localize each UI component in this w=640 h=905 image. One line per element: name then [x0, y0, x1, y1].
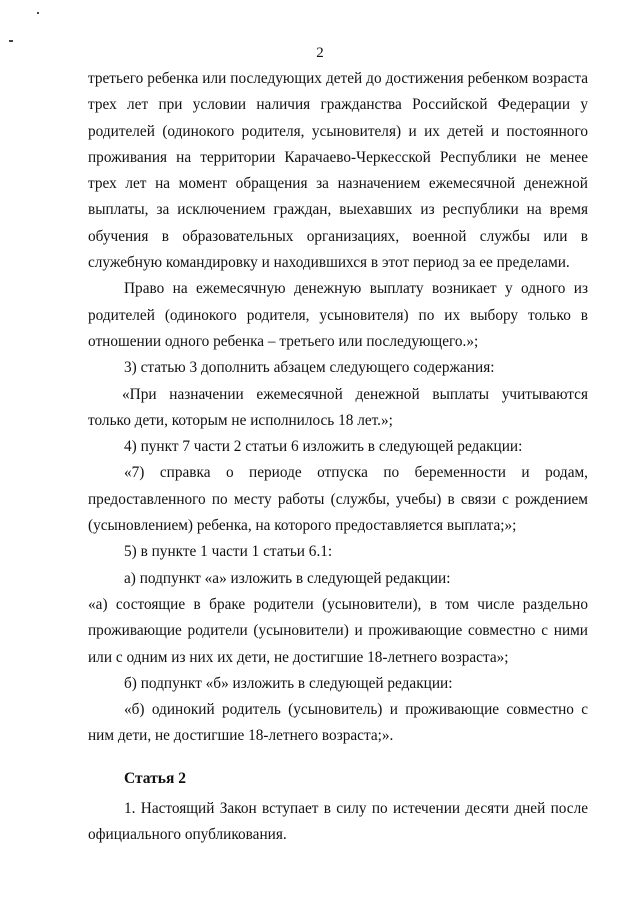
paragraph-continuation: третьего ребенка или последующих детей до достижения ребенком возраста трех лет при условии наличия гражданства Российской Федерации у родителей (одинокого родителя, усыновителя) и их детей и постоянного проживания на территории Карачаево-Черкесской Республики не менее трех лет на момент обращения за назначением ежемесячной денежной выплаты, за исключением граждан, выехавших из республики на время обучения в образовательных организациях, военной службы или в служебную командировку и находившихся в этот период за ее пределами.	[88, 70, 588, 272]
paragraph-item-3: 3) статью 3 дополнить абзацем следующего содержания:	[124, 359, 495, 377]
paragraph-right: Право на ежемесячную денежную выплату возникает у одного из родителей (одинокого родителя, усыновителя) по их выбору только в отношении одного ребенка – третьего или последующего.»;	[88, 280, 588, 350]
paragraph-quote-b: «б) одинокий родитель (усыновитель) и проживающие совместно с ним дети, не достигшие 18-летнего возраста;».	[88, 701, 588, 745]
page-number: 2	[316, 45, 324, 61]
article-heading: Статья 2	[124, 770, 186, 787]
paragraph-quote-18: «При назначении ежемесячной денежной выплаты учитываются только дети, которым не исполнилось 18 лет.»;	[88, 385, 588, 429]
paragraph-item-5: 5) в пункте 1 части 1 статьи 6.1:	[124, 543, 333, 561]
document-body	[88, 66, 588, 750]
scan-speck	[37, 12, 39, 14]
paragraph-quote-a: «а) состоящие в браке родители (усыновители), в том числе раздельно проживающие родители (усыновители) и проживающие совместно с ними или с одним из них их дети, не достигшие 18-летнего возраста»;	[88, 595, 588, 666]
paragraph-quote-7: «7) справка о периоде отпуска по беременности и родам, предоставленного по месту работы (службы, учебы) в связи с рождением (усыновлением) ребенка, на которого предоставляется выплата;»;	[88, 464, 588, 535]
article-paragraph: 1. Настоящий Закон вступает в силу по истечении десяти дней после официального опубликования.	[88, 800, 588, 844]
scan-speck	[9, 40, 13, 42]
article-body	[88, 796, 588, 849]
paragraph-subitem-a: а) подпункт «а» изложить в следующей редакции:	[124, 569, 451, 587]
paragraph-item-4: 4) пункт 7 части 2 статьи 6 изложить в следующей редакции:	[124, 438, 523, 456]
paragraph-subitem-b: б) подпункт «б» изложить в следующей редакции:	[124, 674, 453, 692]
